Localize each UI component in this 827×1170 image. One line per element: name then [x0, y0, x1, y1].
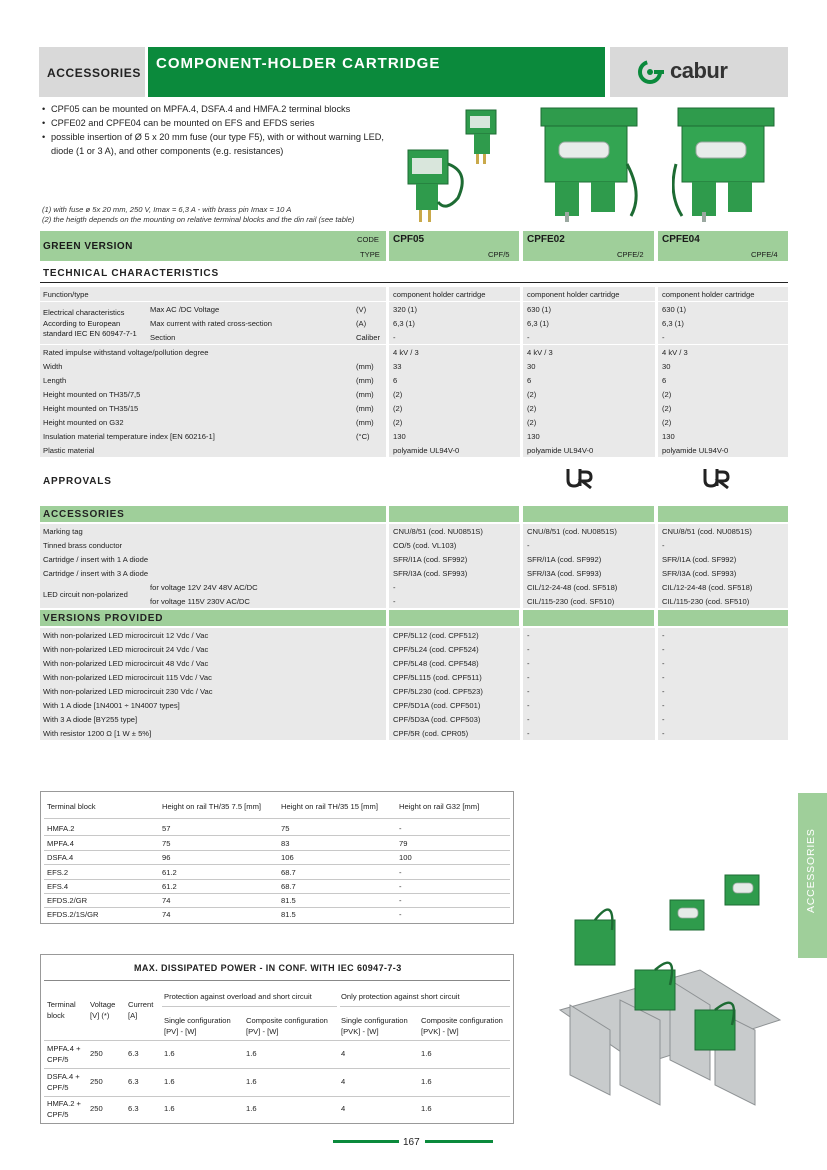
cell: - — [662, 645, 665, 654]
table-row — [40, 401, 788, 415]
cpfe02-product-image — [535, 104, 645, 224]
row-label: With resistor 1200 Ω [1 W ± 5%] — [43, 729, 152, 738]
divider — [162, 1006, 337, 1007]
led-label: LED circuit non-polarized — [43, 590, 128, 599]
cell: - — [662, 631, 665, 640]
column-header: Terminal block — [47, 802, 96, 811]
cabur-logo-icon — [638, 60, 666, 84]
versions-header-col — [523, 610, 654, 626]
column-header: Current [A] — [128, 1000, 154, 1020]
cell: (2) — [527, 418, 537, 427]
group-header: Only protection against short circuit — [341, 992, 460, 1001]
side-tab-label: ACCESSORIES — [805, 828, 817, 913]
cell: CO/5 (cod. VL103) — [393, 541, 457, 550]
footer-rule — [333, 1140, 399, 1143]
cell: - — [527, 673, 530, 682]
cell: 6,3 (1) — [527, 319, 549, 328]
cell: 1.6 — [164, 1049, 175, 1058]
cell: - — [662, 729, 665, 738]
green-version-label: GREEN VERSION — [43, 241, 133, 252]
row-label: Cartridge / insert with 1 A diode — [43, 555, 149, 564]
cell: - — [662, 715, 665, 724]
footnotes — [42, 205, 402, 224]
column-header: Height on rail TH/35 15 [mm] — [281, 802, 378, 811]
cell: - — [399, 882, 402, 891]
cell: - — [662, 673, 665, 682]
cell: SFR/I3A (cod. SF993) — [393, 569, 468, 578]
table-row — [40, 594, 788, 608]
table-row — [40, 656, 788, 670]
sub-header: Composite configuration [PV] - [W] — [246, 1016, 328, 1036]
page-title: COMPONENT-HOLDER CARTRIDGE — [156, 55, 441, 72]
cell: 1.6 — [421, 1049, 432, 1058]
product-code: CPFE02 — [527, 234, 565, 245]
cell: 130 — [527, 432, 540, 441]
cell: (2) — [393, 418, 403, 427]
cell: 250 — [90, 1077, 103, 1086]
cell: CPF/5L230 (cod. CPF523) — [393, 687, 483, 696]
row-label: With non-polarized LED microcircuit 115 Vdc / Vac — [43, 673, 212, 682]
column-header: Terminal block — [47, 1000, 76, 1020]
cell: 130 — [662, 432, 675, 441]
cell: 250 — [90, 1104, 103, 1113]
page-number: 167 — [403, 1137, 420, 1148]
row-label: Cartridge / insert with 3 A diode — [43, 569, 149, 578]
cell: 61.2 — [162, 882, 177, 891]
ur-mark-icon — [565, 466, 595, 490]
cell: 74 — [162, 910, 171, 919]
divider — [44, 835, 510, 836]
divider — [44, 864, 510, 865]
cell: 1.6 — [164, 1104, 175, 1113]
cell: 1.6 — [421, 1077, 432, 1086]
accessories-header-col — [389, 506, 519, 522]
side-tab — [798, 793, 827, 958]
terminal-assembly-image — [550, 870, 795, 1125]
divider — [44, 879, 510, 880]
intro-bullets — [42, 102, 392, 158]
row-sublabel: for voltage 12V 24V 48V AC/DC — [150, 583, 258, 592]
cell: - — [393, 583, 396, 592]
cell: - — [662, 701, 665, 710]
cell: polyamide UL94V-0 — [527, 446, 594, 455]
cell: 6.3 — [128, 1077, 139, 1086]
cell: - — [527, 541, 530, 550]
versions-header-col — [658, 610, 788, 626]
table-row — [40, 415, 788, 429]
column-header: Height on rail TH/35 7.5 [mm] — [162, 802, 262, 811]
cell: 30 — [527, 362, 536, 371]
cell: 4 — [341, 1104, 346, 1113]
cell: EFS.2 — [47, 868, 69, 877]
product-code: CPF05 — [393, 234, 425, 245]
column-divider — [386, 287, 389, 458]
cell: - — [527, 715, 530, 724]
sub-header: Single configuration [PVK] - [W] — [341, 1016, 408, 1036]
cell: 75 — [281, 824, 290, 833]
row-label: With 1 A diode [1N4001 ÷ 1N4007 types] — [43, 701, 180, 710]
cell: 106 — [281, 853, 294, 862]
cell: SFR/I3A (cod. SF993) — [527, 569, 602, 578]
cell: 4 kV / 3 — [393, 348, 419, 357]
table-row — [40, 712, 788, 726]
cell: EFDS.2/1S/GR — [47, 910, 99, 919]
cell: 57 — [162, 824, 171, 833]
cell: CPF/5D1A (cod. CPF501) — [393, 701, 481, 710]
row-label: Height mounted on TH35/7,5 — [43, 390, 141, 399]
electrical-label: Electrical characteristics — [43, 308, 125, 317]
cell: 96 — [162, 853, 171, 862]
type-label: TYPE — [360, 250, 380, 259]
row-label: With non-polarized LED microcircuit 24 Vdc / Vac — [43, 645, 209, 654]
cell: 75 — [162, 839, 171, 848]
brand-logo — [610, 47, 788, 97]
cell: CPF/5L48 (cod. CPF548) — [393, 659, 479, 668]
divider — [44, 980, 510, 981]
cell: CPF/5D3A (cod. CPF503) — [393, 715, 481, 724]
footer-rule — [425, 1140, 493, 1143]
row-label: Marking tag — [43, 527, 83, 536]
table-row — [40, 316, 788, 330]
column-divider — [520, 524, 523, 740]
cell: 250 — [90, 1049, 103, 1058]
divider — [44, 1040, 510, 1041]
cell: MPFA.4 — [47, 839, 75, 848]
cell: 1.6 — [246, 1077, 257, 1086]
versions-header-col — [389, 610, 519, 626]
cell: 4 — [341, 1077, 346, 1086]
ur-mark-icon — [702, 466, 732, 490]
cell: 130 — [393, 432, 406, 441]
cpfe04-product-image — [672, 104, 782, 224]
divider — [44, 1068, 510, 1069]
cell: 61.2 — [162, 868, 177, 877]
row-unit: (mm) — [356, 404, 374, 413]
cell: - — [527, 701, 530, 710]
product-type: CPFE/4 — [751, 250, 778, 259]
cell: (2) — [527, 404, 537, 413]
power-table-title: MAX. DISSIPATED POWER - IN CONF. WITH IEC 60947-7-3 — [134, 963, 402, 973]
divider — [44, 818, 510, 819]
cell: - — [662, 687, 665, 696]
cell: 6 — [662, 376, 667, 385]
table-row — [40, 330, 788, 344]
cell: CIL/115-230 (cod. SF510) — [662, 597, 750, 606]
row-sublabel: for voltage 115V 230V AC/DC — [150, 597, 250, 606]
cell: CNU/8/51 (cod. NU0851S) — [393, 527, 483, 536]
column-divider — [520, 287, 523, 458]
cell: CNU/8/51 (cod. NU0851S) — [662, 527, 752, 536]
cell: - — [527, 687, 530, 696]
versions-title: VERSIONS PROVIDED — [43, 613, 164, 624]
divider — [340, 1006, 510, 1007]
cell: 6 — [393, 376, 398, 385]
row-label: Length — [43, 376, 67, 385]
row-unit: (°C) — [356, 432, 370, 441]
row-label: Plastic material — [43, 446, 95, 455]
row-label: Height mounted on G32 — [43, 418, 124, 427]
code-label: CODE — [357, 235, 379, 244]
cell: (2) — [393, 390, 403, 399]
section-label-box — [39, 47, 145, 97]
divider — [44, 1096, 510, 1097]
cell: CIL/115-230 (cod. SF510) — [527, 597, 615, 606]
cell: - — [393, 333, 396, 342]
cell: - — [527, 631, 530, 640]
accessories-header-col — [658, 506, 788, 522]
cell: - — [527, 333, 530, 342]
cell: 1.6 — [421, 1104, 432, 1113]
table-row — [40, 373, 788, 387]
cell: 30 — [662, 362, 671, 371]
cell: 6.3 — [128, 1049, 139, 1058]
row-label: Height mounted on TH35/15 — [43, 404, 139, 413]
cell: 74 — [162, 896, 171, 905]
brand-name: cabur — [670, 58, 728, 83]
cell: CNU/8/51 (cod. NU0851S) — [527, 527, 617, 536]
table-row — [40, 302, 788, 316]
cell: DSFA.4 + CPF/5 — [47, 1072, 80, 1092]
title-bar — [148, 47, 605, 97]
cell: (2) — [393, 404, 403, 413]
sub-header: Single configuration [PV] - [W] — [164, 1016, 231, 1036]
cell: - — [527, 729, 530, 738]
row-sublabel: Max AC /DC Voltage — [150, 305, 220, 314]
cell: MPFA.4 + CPF/5 — [47, 1044, 81, 1064]
cell: 79 — [399, 839, 408, 848]
footnote-2: (2) the heigth depends on the mounting on relative terminal blocks and the din rail (see table) — [42, 214, 355, 224]
cell: CPF/5R (cod. CPR05) — [393, 729, 469, 738]
cell: 1.6 — [164, 1077, 175, 1086]
row-label: With non-polarized LED microcircuit 48 Vdc / Vac — [43, 659, 209, 668]
cell: DSFA.4 — [47, 853, 74, 862]
column-header: Voltage [V] (*) — [90, 1000, 116, 1020]
cell: - — [399, 896, 402, 905]
product-code: CPFE04 — [662, 234, 700, 245]
cell: 68.7 — [281, 868, 296, 877]
cell: (2) — [527, 390, 537, 399]
cell: CPF/5L12 (cod. CPF512) — [393, 631, 479, 640]
column-divider — [655, 524, 658, 740]
product-type: CPF/5 — [488, 250, 510, 259]
cell: 320 (1) — [393, 305, 418, 314]
cell: 6.3 — [128, 1104, 139, 1113]
sub-header: Composite configuration [PVK] - [W] — [421, 1016, 503, 1036]
cell: CPF/5L24 (cod. CPF524) — [393, 645, 479, 654]
column-divider — [386, 524, 389, 740]
cell: 630 (1) — [662, 305, 687, 314]
accessories-title: ACCESSORIES — [43, 509, 125, 520]
cell: SFR/I1A (cod. SF992) — [527, 555, 602, 564]
group-header: Protection against overload and short circuit — [164, 992, 312, 1001]
row-unit: (mm) — [356, 362, 374, 371]
cell: 4 kV / 3 — [662, 348, 688, 357]
product-type: CPFE/2 — [617, 250, 644, 259]
row-label: With non-polarized LED microcircuit 230 Vdc / Vac — [43, 687, 213, 696]
row-label: Rated impulse withstand voltage/pollution degree — [43, 348, 209, 357]
cell: - — [527, 659, 530, 668]
cpf05-product-image — [398, 102, 518, 224]
cell: - — [662, 333, 665, 342]
bullet: • possible insertion of Ø 5 x 20 mm fuse (our type F5), with or without warning LED, diode (1 or 3 A), and other components (e.g. resistances) — [42, 130, 392, 158]
table-row — [40, 726, 788, 740]
bullet: • CPF05 can be mounted on MPFA.4, DSFA.4 and HMFA.2 terminal blocks — [42, 102, 392, 116]
cell: (2) — [662, 418, 672, 427]
cell: SFR/I3A (cod. SF993) — [662, 569, 737, 578]
column-header: Height on rail G32 [mm] — [399, 802, 480, 811]
cell: - — [393, 597, 396, 606]
row-label: Insulation material temperature index [EN 60216-1] — [43, 432, 215, 441]
divider — [44, 907, 510, 908]
row-label: Function/type — [43, 290, 89, 299]
table-row — [40, 580, 788, 594]
cell: polyamide UL94V-0 — [393, 446, 460, 455]
table-row — [40, 642, 788, 656]
row-sublabel: Max current with rated cross-section — [150, 319, 272, 328]
cell: - — [527, 645, 530, 654]
cell: (2) — [662, 404, 672, 413]
row-label: Tinned brass conductor — [43, 541, 123, 550]
cell: component holder cartridge — [527, 290, 620, 299]
row-unit: (A) — [356, 319, 367, 328]
cell: 4 — [341, 1049, 346, 1058]
row-unit: (mm) — [356, 376, 374, 385]
table-row — [40, 443, 788, 457]
cell: EFS.4 — [47, 882, 69, 891]
table-row — [40, 566, 788, 580]
electrical-label: standard IEC EN 60947-7-1 — [43, 329, 137, 338]
section-label: ACCESSORIES — [47, 66, 141, 80]
row-unit: (V) — [356, 305, 367, 314]
row-unit: (mm) — [356, 390, 374, 399]
cell: - — [662, 659, 665, 668]
cell: CPF/5L115 (cod. CPF511) — [393, 673, 482, 682]
table-row — [40, 359, 788, 373]
row-unit: (mm) — [356, 418, 374, 427]
cell: CIL/12-24-48 (cod. SF518) — [527, 583, 618, 592]
cell: 6,3 (1) — [393, 319, 415, 328]
cell: (2) — [662, 390, 672, 399]
cell: 6,3 (1) — [662, 319, 684, 328]
cell: 83 — [281, 839, 290, 848]
table-row — [40, 345, 788, 359]
cell: 4 kV / 3 — [527, 348, 553, 357]
cell: SFR/I1A (cod. SF992) — [393, 555, 468, 564]
cell: 1.6 — [246, 1104, 257, 1113]
cell: HMFA.2 — [47, 824, 75, 833]
cell: 81.5 — [281, 910, 296, 919]
cell: - — [399, 868, 402, 877]
table-row — [40, 387, 788, 401]
table-row — [40, 628, 788, 642]
cell: 81.5 — [281, 896, 296, 905]
cell: 100 — [399, 853, 412, 862]
technical-title: TECHNICAL CHARACTERISTICS — [43, 268, 219, 279]
cell: 33 — [393, 362, 402, 371]
cell: 630 (1) — [527, 305, 552, 314]
footnote-1: (1) with fuse ø 5x 20 mm, 250 V, Imax = 6,3 A - with brass pin Imax = 10 A — [42, 205, 292, 214]
cell: SFR/I1A (cod. SF992) — [662, 555, 737, 564]
cell: 68.7 — [281, 882, 296, 891]
column-divider — [655, 287, 658, 458]
bullet: • CPFE02 and CPFE04 can be mounted on EFS and EFDS series — [42, 116, 392, 130]
divider — [44, 893, 510, 894]
row-label: Width — [43, 362, 63, 371]
cell: HMFA.2 + CPF/5 — [47, 1099, 81, 1119]
row-label: With non-polarized LED microcircuit 12 Vdc / Vac — [43, 631, 209, 640]
cell: - — [399, 824, 402, 833]
row-label: With 3 A diode [BY255 type] — [43, 715, 138, 724]
accessories-header-col — [523, 506, 654, 522]
table-row — [40, 670, 788, 684]
row-unit: Caliber — [356, 333, 381, 342]
table-row — [40, 429, 788, 443]
table-row — [40, 538, 788, 552]
row-sublabel: Section — [150, 333, 176, 342]
cell: - — [399, 910, 402, 919]
cell: - — [662, 541, 665, 550]
table-row — [40, 524, 788, 538]
approvals-title: APPROVALS — [43, 476, 112, 487]
cell: component holder cartridge — [393, 290, 486, 299]
table-row — [40, 552, 788, 566]
divider — [44, 850, 510, 851]
cell: EFDS.2/GR — [47, 896, 88, 905]
cell: component holder cartridge — [662, 290, 755, 299]
cell: 1.6 — [246, 1049, 257, 1058]
divider — [40, 282, 788, 283]
cell: CIL/12-24-48 (cod. SF518) — [662, 583, 753, 592]
cell: 6 — [527, 376, 532, 385]
cell: polyamide UL94V-0 — [662, 446, 729, 455]
table-row — [40, 684, 788, 698]
table-row — [40, 698, 788, 712]
table-row — [40, 287, 788, 301]
electrical-label: According to European — [43, 319, 121, 328]
